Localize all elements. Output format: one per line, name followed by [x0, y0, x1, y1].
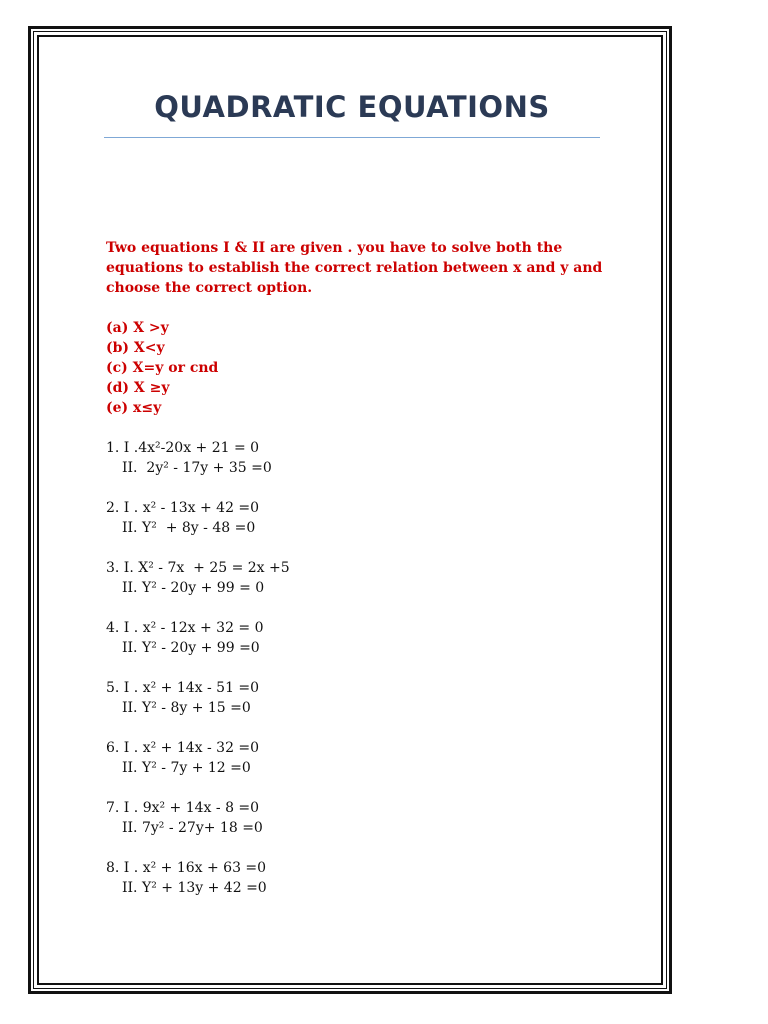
equation-one: 3. I. X² - 7x + 25 = 2x +5	[106, 560, 290, 576]
question-item	[106, 618, 290, 678]
equation-one: 4. I . x² - 12x + 32 = 0	[106, 620, 264, 636]
option-b: (b) X<y	[106, 340, 165, 356]
equation-two: II. 7y² - 27y+ 18 =0	[122, 820, 263, 836]
answer-options-list	[106, 318, 218, 418]
equation-two: II. 2y² - 17y + 35 =0	[122, 460, 272, 476]
instructions-text: Two equations I & II are given . you have to solve both the equations to establish the correct relation between x and y and choose the correct option.	[106, 240, 603, 296]
equation-two: II. Y² + 8y - 48 =0	[122, 520, 256, 536]
question-item	[106, 738, 290, 798]
equation-two: II. Y² - 7y + 12 =0	[122, 760, 251, 776]
equation-one: 7. I . 9x² + 14x - 8 =0	[106, 800, 260, 816]
option-a: (a) X >y	[106, 320, 169, 336]
equation-one: 5. I . x² + 14x - 51 =0	[106, 680, 260, 696]
question-item	[106, 678, 290, 738]
equation-two: II. Y² - 8y + 15 =0	[122, 700, 251, 716]
equation-two: II. Y² - 20y + 99 =0	[122, 640, 260, 656]
questions-list	[106, 438, 290, 918]
question-item	[106, 498, 290, 558]
option-e: (e) x≤y	[106, 400, 162, 416]
question-item	[106, 858, 290, 918]
page-title: QUADRATIC EQUATIONS	[154, 90, 550, 124]
option-d: (d) X ≥y	[106, 380, 170, 396]
equation-one: 8. I . x² + 16x + 63 =0	[106, 860, 267, 876]
question-item	[106, 798, 290, 858]
title-underline	[104, 137, 600, 138]
equation-two: II. Y² - 20y + 99 = 0	[122, 580, 265, 596]
equation-two: II. Y² + 13y + 42 =0	[122, 880, 267, 896]
option-c: (c) X=y or cnd	[106, 360, 219, 376]
equation-one: 6. I . x² + 14x - 32 =0	[106, 740, 260, 756]
equation-one: 1. I .4x²-20x + 21 = 0	[106, 440, 260, 456]
question-item	[106, 438, 290, 498]
equation-one: 2. I . x² - 13x + 42 =0	[106, 500, 260, 516]
question-item	[106, 558, 290, 618]
